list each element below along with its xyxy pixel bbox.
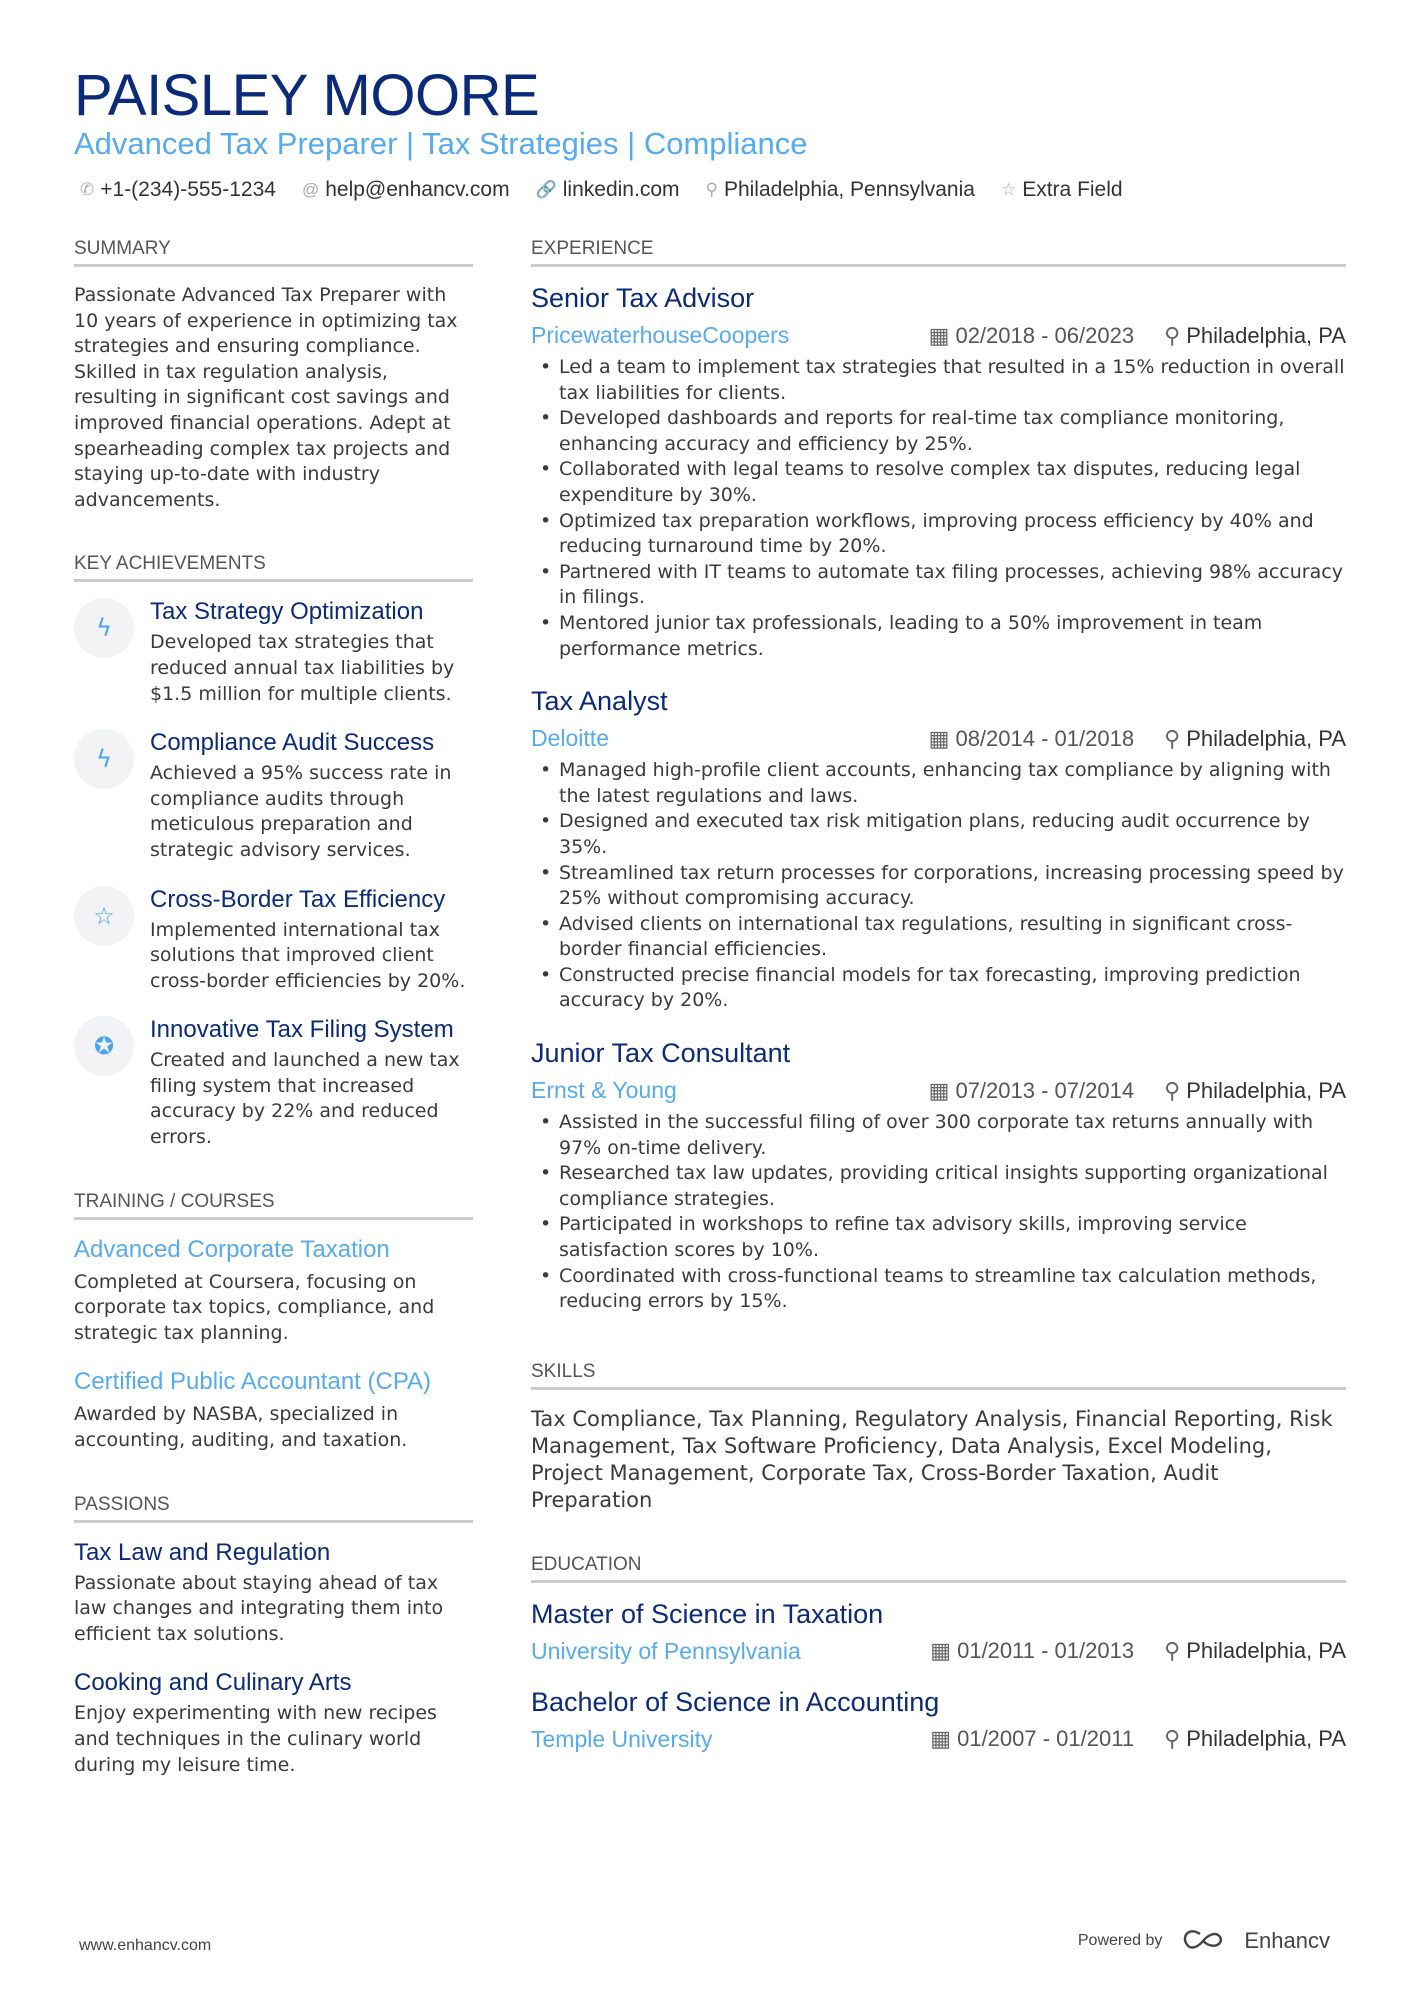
bullet-item: • Participated in workshops to refine tax advisory skills, improving service satisfaction scores by 10%. [531,1212,1346,1263]
contact-item[interactable] [80,178,276,202]
skills-text: Tax Compliance, Tax Planning, Regulatory Analysis, Financial Reporting, Risk Management, Tax Software Proficiency, Data Analysis, Excel Modeling, Project Management, Corporate Tax, Cross-Border Taxation, Audit Preparation [531,1406,1333,1512]
company-name: PricewaterhouseCoopers [531,322,790,348]
bullet-item: • Managed high-profile client accounts, enhancing tax compliance by aligning with the latest regulations and laws. [531,758,1346,809]
achievement-title: Tax Strategy Optimization [150,598,424,626]
passions-text: Enjoy experimenting with new recipes and techniques in the culinary world during my leisure time. [74,1702,437,1776]
at-icon: @ [301,180,320,199]
meta [930,1726,1346,1752]
job-meta-row [531,322,1346,349]
calendar-icon: ▦ [928,322,950,348]
passions-section [74,1494,473,1779]
bullet-item: • Optimized tax preparation workflows, improving process efficiency by 40% and reducing turnaround time by 20%. [531,509,1346,560]
footer-branding [1078,1928,1330,1954]
bullet-item: • Designed and executed tax risk mitigation plans, reducing audit occurrence by 35%. [531,809,1346,860]
location-text: Philadelphia, PA [1186,725,1346,751]
achievement-text: Implemented international tax solutions that improved client cross-border efficiencies by 20%. [150,918,466,992]
enhancv-logo-icon [1180,1929,1226,1953]
location-pin-icon: ⚲ [1164,1638,1181,1664]
location [1164,726,1346,752]
bullet-item: • Researched tax law updates, providing critical insights supporting organizational compliance strategies. [531,1161,1346,1212]
contact-item[interactable] [536,178,680,202]
achievement-text: Created and launched a new tax filing system that increased accuracy by 22% and reduced errors. [150,1049,460,1149]
education-entry [531,1687,1346,1753]
bullet-item: • Assisted in the successful filing of over 300 corporate tax returns annually with 97% on-time delivery. [531,1110,1346,1161]
bolt-icon: ϟ [74,598,134,658]
footer-website[interactable]: www.enhancv.com [79,1937,212,1954]
training-text: Awarded by NASBA, specialized in accounting, auditing, and taxation. [74,1403,408,1452]
calendar-icon: ▦ [928,725,950,751]
degree: Bachelor of Science in Accounting [531,1686,940,1717]
calendar-icon: ▦ [928,1077,950,1103]
training-item [74,1236,473,1347]
passions-title: Tax Law and Regulation [74,1538,331,1566]
location-text: Philadelphia, PA [1186,1726,1346,1752]
date-range [929,726,1134,752]
section-heading: SUMMARY [74,238,473,267]
date-text: 02/2018 - 06/2023 [955,322,1135,348]
location-pin-icon: ⚲ [1164,322,1181,348]
company-name: Ernst & Young [531,1077,677,1104]
edu-meta-row [531,1638,1346,1665]
achievement-item [74,598,473,707]
achievement-item [74,1016,473,1150]
edu-meta-row [531,1726,1346,1753]
job-entry [531,1038,1346,1315]
contact-text: Extra Field [1022,178,1123,201]
school-name: Temple University [531,1725,713,1752]
bullet-list [531,758,1346,1014]
skills-section [531,1361,1346,1514]
training-section [74,1191,473,1454]
date-range [930,1726,1134,1752]
contact-text: +1-(234)-555-1234 [100,178,276,201]
location-text: Philadelphia, PA [1186,322,1346,348]
meta [929,1078,1346,1104]
passions-text: Passionate about staying ahead of tax law changes and integrating them into efficient tax solutions. [74,1571,444,1645]
contact-text: help@enhancv.com [325,178,510,201]
location-pin-icon: ⚲ [1164,725,1181,751]
job-entry [531,283,1346,662]
date-range [929,323,1134,349]
achievement-text: Developed tax strategies that reduced annual tax liabilities by $1.5 million for multiple clients. [150,631,455,705]
training-title: Advanced Corporate Taxation [74,1235,390,1263]
bullet-item: • Streamlined tax return processes for corporations, increasing processing speed by 25% without compromising accuracy. [531,861,1346,912]
star-icon: ☆ [74,886,134,946]
date-text: 01/2011 - 01/2013 [957,1638,1135,1664]
job-meta-row [531,725,1346,752]
bullet-item: • Advised clients on international tax regulations, resulting in significant cross-border financial efficiencies. [531,912,1346,963]
education-entry [531,1599,1346,1665]
section-heading: SKILLS [531,1361,1346,1390]
calendar-icon: ▦ [930,1638,952,1664]
meta [930,1638,1346,1664]
location-text: Philadelphia, PA [1186,1638,1346,1664]
job-entry [531,686,1346,1014]
bolt-icon: ϟ [74,729,134,789]
achievements-section [74,553,473,1150]
degree: Master of Science in Taxation [531,1598,884,1629]
meta [929,323,1346,349]
bullet-list [531,355,1346,662]
training-title: Certified Public Accountant (CPA) [74,1368,432,1396]
contact-text: Philadelphia, Pennsylvania [723,178,975,201]
date-text: 01/2007 - 01/2011 [957,1726,1135,1752]
section-heading: EDUCATION [531,1554,1346,1583]
education-section [531,1554,1346,1753]
contact-text: linkedin.com [562,178,680,201]
section-heading: KEY ACHIEVEMENTS [74,553,473,582]
achievement-text: Achieved a 95% success rate in compliance audits through meticulous preparation and strategic advisory services. [150,762,452,861]
location-pin-icon: ⚲ [1164,1726,1181,1752]
date-text: 08/2014 - 01/2018 [955,725,1135,751]
calendar-icon: ▦ [930,1726,952,1752]
date-range [929,1078,1134,1104]
candidate-name: PAISLEY MOORE [74,63,540,128]
school-name: University of Pennsylvania [531,1637,801,1664]
contact-bar [80,178,1123,202]
date-range [930,1638,1134,1664]
experience-section [531,238,1346,1315]
section-heading: TRAINING / COURSES [74,1191,473,1220]
passions-title: Cooking and Culinary Arts [74,1669,352,1697]
job-title: Senior Tax Advisor [531,283,755,313]
contact-item[interactable] [1001,178,1123,202]
contact-item[interactable] [302,178,510,202]
location-text: Philadelphia, PA [1186,1077,1346,1103]
bullet-item: • Developed dashboards and reports for real-time tax compliance monitoring, enhancing accuracy and efficiency by 25%. [531,406,1346,457]
job-title: Junior Tax Consultant [531,1038,791,1069]
award-icon: ✪ [74,1016,134,1076]
bullet-list [531,1110,1346,1315]
training-item [74,1368,473,1453]
section-heading: EXPERIENCE [531,238,1346,267]
training-text: Completed at Coursera, focusing on corporate tax topics, compliance, and strategic tax planning. [74,1270,435,1344]
candidate-title: Advanced Tax Preparer | Tax Strategies | Compliance [74,126,808,161]
date-text: 07/2013 - 07/2014 [955,1077,1135,1103]
achievement-title: Cross-Border Tax Efficiency [150,885,446,913]
phone-icon: ✆ [80,180,95,199]
section-heading: PASSIONS [74,1494,473,1523]
brand-name: Enhancv [1244,1928,1330,1953]
bullet-item: • Led a team to implement tax strategies that resulted in a 15% reduction in overall tax liabilities for clients. [531,355,1346,406]
passions-item [74,1669,473,1778]
location [1164,1726,1346,1752]
job-meta-row [531,1077,1346,1104]
link-icon: 🔗 [535,180,557,199]
bullet-item: • Constructed precise financial models for tax forecasting, improving prediction accuracy by 20%. [531,963,1346,1014]
location-icon: ⚲ [705,180,718,199]
achievement-title: Compliance Audit Success [150,729,435,757]
summary-section [74,238,473,513]
bullet-item: • Partnered with IT teams to automate tax filing processes, achieving 98% accuracy in filings. [531,560,1346,611]
achievement-item [74,886,473,995]
star-icon: ☆ [1000,180,1017,199]
company-name: Deloitte [531,725,609,752]
summary-text: Passionate Advanced Tax Preparer with 10 years of experience in optimizing tax strategies and ensuring compliance. Skilled in tax regulation analysis, resulting in significant cost savings and improved financial operations. Adept at spearheading complex tax projects and staying up-to-date with industry advancements. [74,284,458,511]
meta [929,726,1346,752]
location [1164,1638,1346,1664]
achievement-item [74,729,473,863]
contact-item[interactable] [706,178,975,202]
bullet-item: • Mentored junior tax professionals, leading to a 50% improvement in team performance metrics. [531,611,1346,662]
location-pin-icon: ⚲ [1164,1077,1181,1103]
passions-item [74,1539,473,1648]
achievement-title: Innovative Tax Filing System [150,1016,454,1044]
bullet-item: • Coordinated with cross-functional teams to streamline tax calculation methods, reducing errors by 15%. [531,1264,1346,1315]
bullet-item: • Collaborated with legal teams to resolve complex tax disputes, reducing legal expenditure by 30%. [531,457,1346,508]
location [1164,323,1346,349]
powered-by-label: Powered by [1077,1932,1163,1949]
job-title: Tax Analyst [531,686,668,717]
location [1164,1078,1346,1104]
